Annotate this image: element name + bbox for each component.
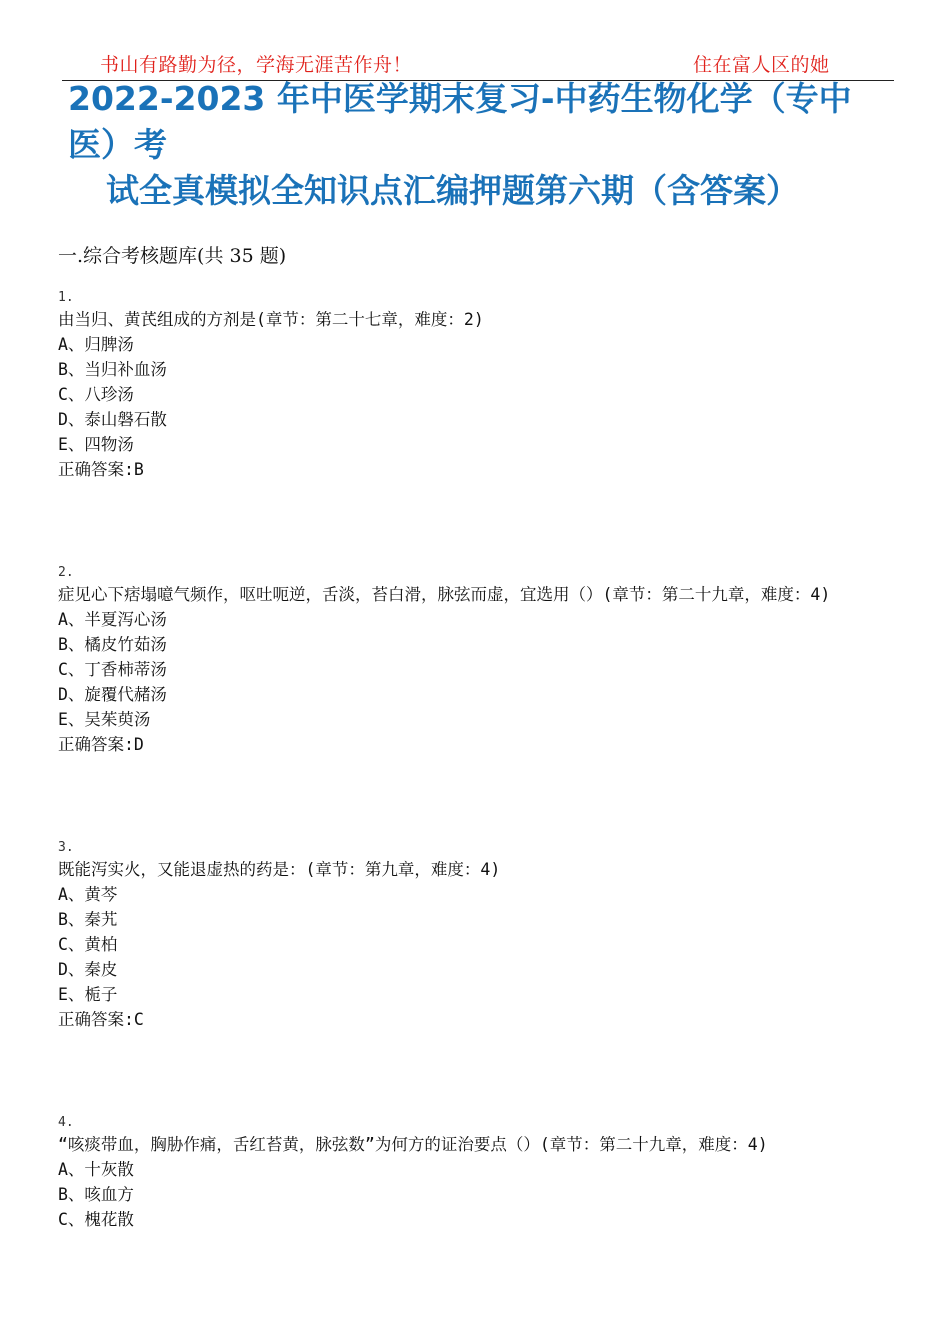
correct-answer: 正确答案:B	[58, 460, 144, 479]
question-number: 2.	[58, 565, 74, 580]
question-number: 3.	[58, 840, 74, 855]
option-e: E、栀子	[58, 985, 118, 1004]
option-e: E、吴茱萸汤	[58, 710, 151, 729]
header-motto-right: 住在富人区的她	[693, 54, 830, 76]
option-d: D、泰山磐石散	[58, 410, 167, 429]
question-2	[58, 564, 898, 757]
question-3	[58, 839, 898, 1032]
correct-answer: 正确答案:D	[58, 735, 144, 754]
correct-answer: 正确答案:C	[58, 1010, 144, 1029]
option-c: C、槐花散	[58, 1210, 134, 1229]
question-stem: 症见心下痞塌噫气频作，呕吐呃逆，舌淡，苔白滑，脉弦而虚，宜选用（）(章节：第二十九章，难度：4)	[58, 585, 831, 604]
option-a: A、半夏泻心汤	[58, 610, 167, 629]
option-b: B、咳血方	[58, 1185, 134, 1204]
question-number: 4.	[58, 1115, 74, 1130]
option-c: C、丁香柿蒂汤	[58, 660, 167, 679]
option-c: C、八珍汤	[58, 385, 134, 404]
header-motto-left: 书山有路勤为径，学海无涯苦作舟！	[100, 54, 413, 76]
option-b: B、秦艽	[58, 910, 118, 929]
question-4	[58, 1114, 898, 1232]
title-line-1: 2022-2023 年中医学期末复习-中药生物化学（专中医）考	[68, 79, 852, 164]
option-a: A、黄芩	[58, 885, 118, 904]
question-stem: “咳痰带血，胸胁作痛，舌红苔黄，脉弦数”为何方的证治要点（）(章节：第二十九章，难度：4)	[58, 1135, 768, 1154]
option-a: A、十灰散	[58, 1160, 134, 1179]
option-a: A、归脾汤	[58, 335, 134, 354]
section-heading: 一.综合考核题库(共 35 题)	[58, 245, 287, 267]
option-c: C、黄柏	[58, 935, 118, 954]
question-number: 1.	[58, 290, 74, 305]
question-stem: 既能泻实火，又能退虚热的药是：(章节：第九章，难度：4)	[58, 860, 501, 879]
option-d: D、秦皮	[58, 960, 118, 979]
question-list	[58, 289, 898, 1232]
question-1	[58, 289, 898, 482]
option-b: B、当归补血汤	[58, 360, 167, 379]
question-stem: 由当归、黄芪组成的方剂是(章节：第二十七章，难度：2)	[58, 310, 484, 329]
option-b: B、橘皮竹茹汤	[58, 635, 167, 654]
document-title	[68, 76, 888, 214]
title-line-2: 试全真模拟全知识点汇编押题第六期（含答案）	[106, 171, 799, 210]
option-d: D、旋覆代赭汤	[58, 685, 167, 704]
option-e: E、四物汤	[58, 435, 134, 454]
